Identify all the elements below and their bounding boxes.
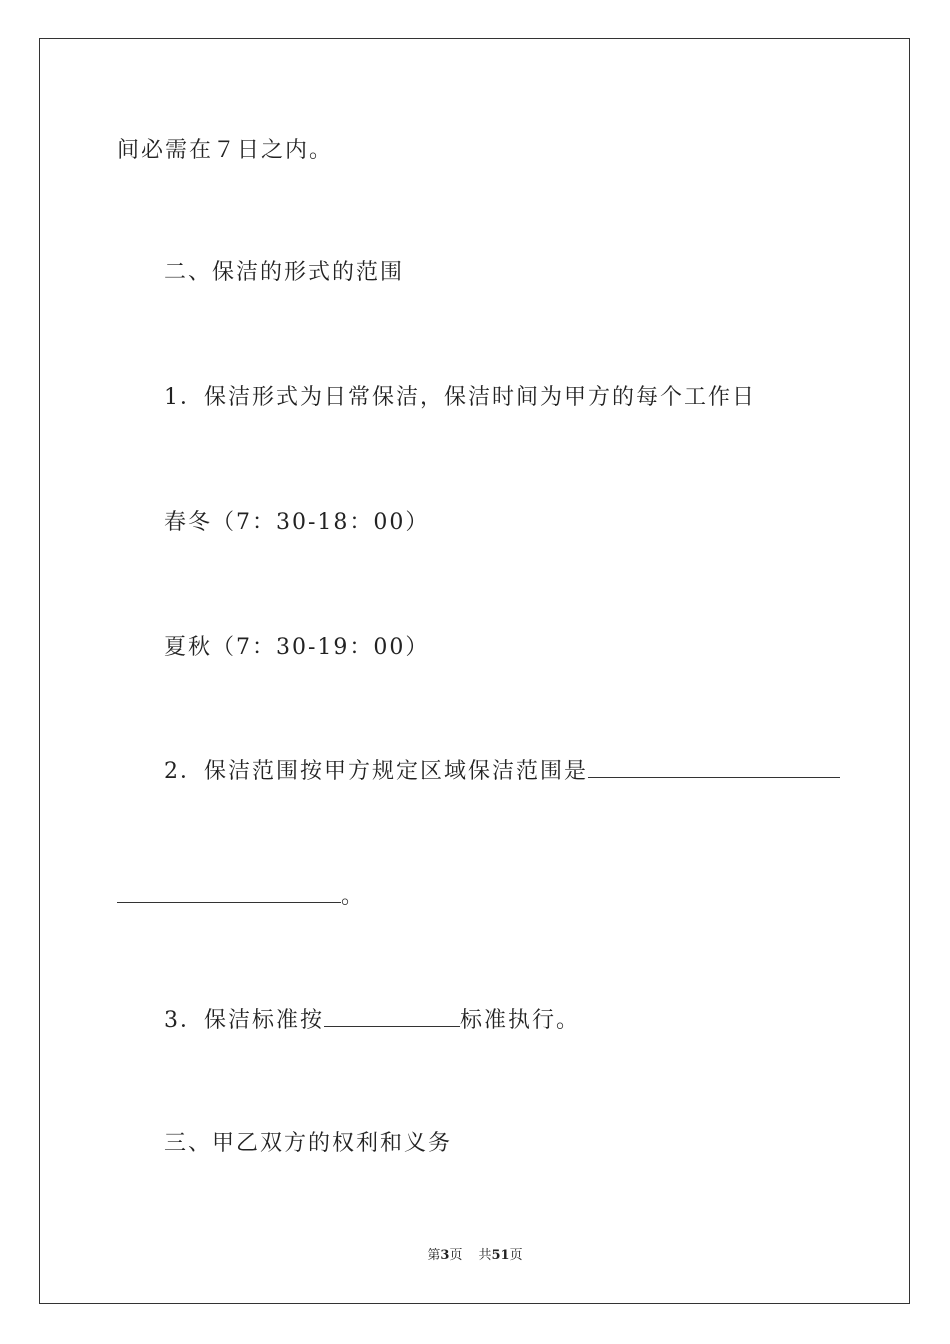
fill-blank-scope-2[interactable] xyxy=(117,882,341,903)
text-line-item-2-continued xyxy=(117,882,365,912)
fill-blank-standard[interactable] xyxy=(324,1006,460,1027)
text-line-1: 间必需在７日之内。 xyxy=(117,138,334,163)
item-3-text-start: 3．保洁标准按 xyxy=(164,1008,324,1033)
section-heading-3: 三、甲乙双方的权利和义务 xyxy=(164,1131,453,1156)
text-line-item-3 xyxy=(164,1006,580,1036)
item-2-end-punct: 。 xyxy=(341,884,366,909)
page-border xyxy=(39,38,910,1304)
item-2-text: 2．保洁范围按甲方规定区域保洁范围是 xyxy=(164,759,588,784)
footer-total-suffix: 页 xyxy=(509,1248,523,1263)
footer-total-number: 51 xyxy=(491,1248,510,1263)
text-line-item-1: 1．保洁形式为日常保洁，保洁时间为甲方的每个工作日 xyxy=(164,385,756,410)
page-footer xyxy=(0,1247,950,1265)
footer-page-number: 3 xyxy=(440,1248,450,1263)
text-line-summer-autumn: 夏秋（7：30-19：00） xyxy=(164,635,430,660)
footer-total-prefix: 共 xyxy=(478,1248,492,1263)
footer-page-prefix: 第 xyxy=(427,1248,441,1263)
text-line-item-2 xyxy=(164,757,840,787)
item-3-text-end: 标准执行。 xyxy=(460,1008,581,1033)
fill-blank-scope-1[interactable] xyxy=(588,757,840,778)
text-line-spring-winter: 春冬（7：30-18：00） xyxy=(164,510,430,535)
section-heading-2: 二、保洁的形式的范围 xyxy=(164,260,405,285)
footer-page-suffix: 页 xyxy=(449,1248,463,1263)
